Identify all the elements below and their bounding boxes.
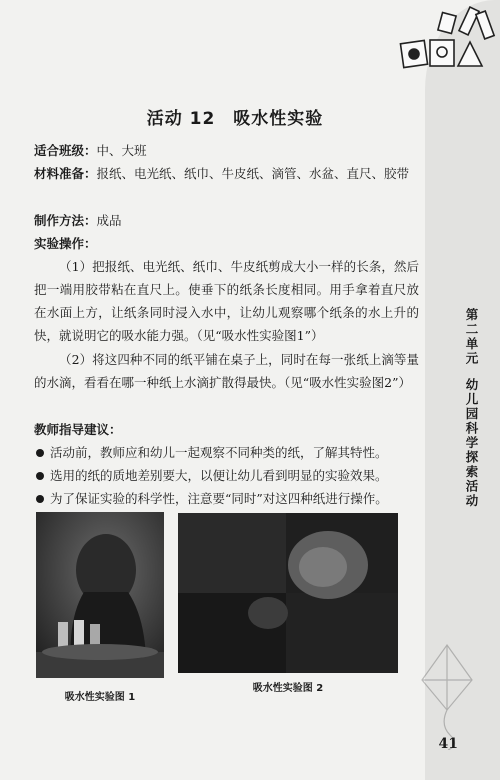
unit-side-title bbox=[458, 308, 480, 509]
figure-caption-2: 吸水性实验图 2 bbox=[252, 683, 324, 694]
guidance-item: 为了保证实验的科学性，注意要“同时”对这四种纸进行操作。 bbox=[34, 487, 419, 510]
materials-label: 材料准备： bbox=[34, 166, 97, 181]
guidance-item: 活动前，教师应和幼儿一起观察不同种类的纸，了解其特性。 bbox=[34, 441, 419, 464]
class-value: 中、大班 bbox=[96, 143, 147, 158]
unit-label: 第二单元 bbox=[464, 308, 479, 366]
page-number: 41 bbox=[438, 736, 458, 752]
activity-name: 吸水性实验 bbox=[233, 109, 324, 129]
toy-blocks-icon bbox=[396, 2, 496, 74]
unit-topic: 幼儿园科学探索活动 bbox=[464, 378, 479, 509]
figure-caption-1: 吸水性实验图 1 bbox=[64, 692, 136, 703]
materials-value: 报纸、电光纸、纸巾、牛皮纸、滴管、水盆、直尺、胶带 bbox=[96, 166, 410, 181]
step-paragraph-1: （1）把报纸、电光纸、纸巾、牛皮纸剪成大小一样的长条，然后把一端用胶带粘在直尺上。使垂下的纸条长度相同。用手拿着直尺放在水面上方，让纸条同时浸入水中，让幼儿观察哪个纸条的水上升的快，就说明它的吸水能力强。（见“吸水性实验图1”） bbox=[34, 259, 419, 343]
materials-line bbox=[34, 162, 419, 185]
guidance-heading: 教师指导建议： bbox=[34, 422, 122, 437]
activity-number: 活动 12 bbox=[146, 109, 216, 129]
experiment-photo-1 bbox=[36, 512, 164, 678]
steps-heading: 实验操作： bbox=[34, 236, 97, 251]
class-line bbox=[34, 139, 419, 162]
method-line bbox=[34, 209, 419, 232]
method-label: 制作方法： bbox=[34, 213, 97, 228]
experiment-photo-2 bbox=[178, 513, 398, 673]
class-label: 适合班级： bbox=[34, 143, 97, 158]
activity-title bbox=[110, 104, 360, 129]
method-value: 成品 bbox=[96, 213, 122, 228]
guidance-list bbox=[34, 441, 419, 510]
step-paragraph-2: （2）将这四种不同的纸平铺在桌子上，同时在每一张纸上滴等量的水滴，看看在哪一种纸上水滴扩散得最快。（见“吸水性实验图2”） bbox=[34, 352, 419, 390]
guidance-item: 选用的纸的质地差别要大，以便让幼儿看到明显的实验效果。 bbox=[34, 464, 419, 487]
kite-sketch-icon bbox=[412, 640, 482, 750]
